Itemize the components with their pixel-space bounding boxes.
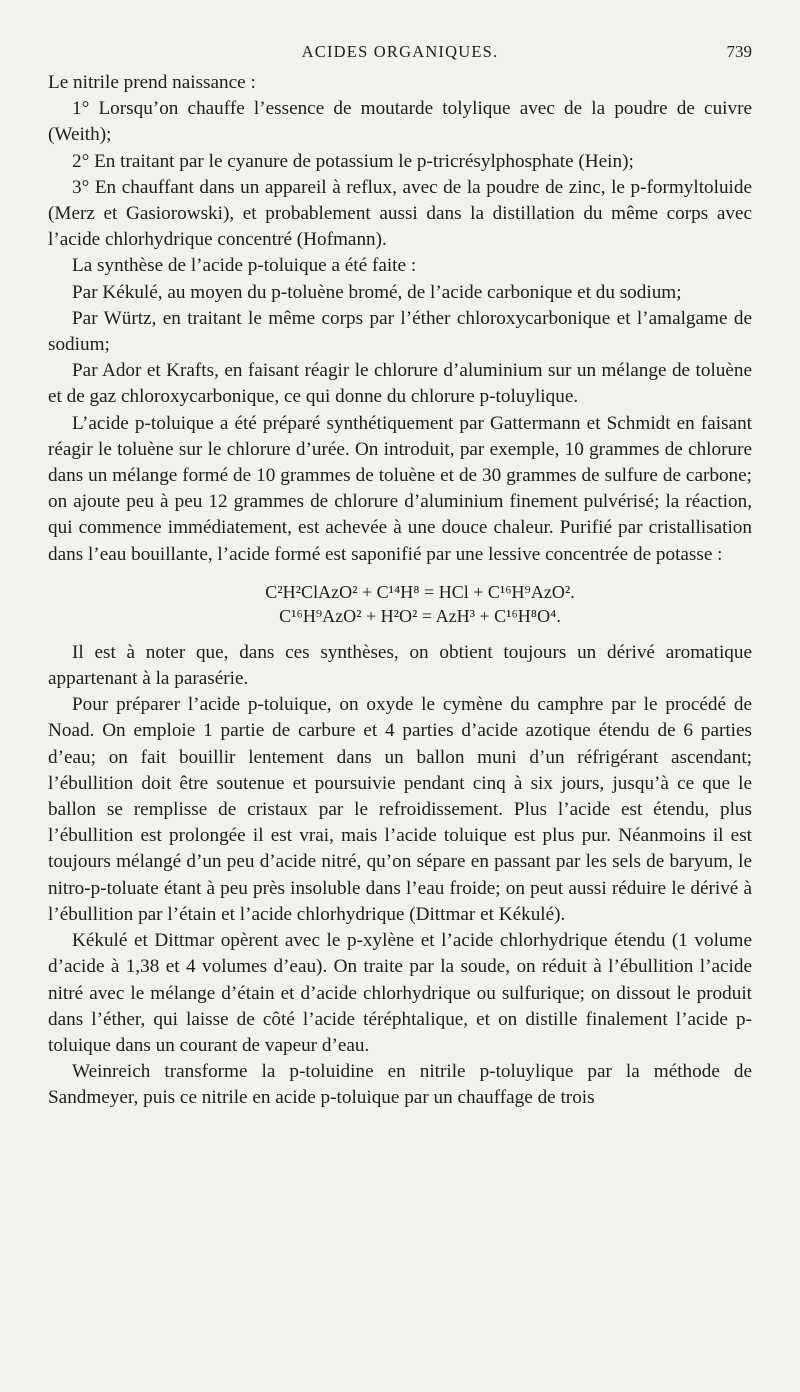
- running-head: ACIDES ORGANIQUES.: [301, 42, 499, 61]
- paragraph: Pour préparer l’acide p-toluique, on oxyde le cymène du camphre par le procédé de Noad. On emploie 1 partie de carbure et 4 parties d’acide azotique étendu de 6 parties d’eau; on fait bouillir lentement dans un ballon muni d’un réfrigérant ascendant; l’ébullition doit être soutenue et poursuivie pendant cinq à six jours, jusqu’à ce que le ballon se remplisse de cristaux par le refroidissement. Plus l’acide est étendu, plus l’ébullition est prolongée il est vrai, mais l’acide toluique est plus pur. Néanmoins il est toujours mélangé d’un peu d’acide nitré, qu’on sépare en passant par les sels de baryum, le nitro-p-toluate étant à peu près insoluble dans l’eau froide; on peut aussi réduire le dérivé à l’ébullition par l’étain et l’acide chlorhydrique (Dittmar et Kékulé).: [48, 694, 752, 925]
- paragraph: Par Ador et Krafts, en faisant réagir le chlorure d’aluminium sur un mélange de toluène et de gaz chloroxycarbonique, ce qui donne du chlorure p-toluylique.: [48, 360, 752, 408]
- equation-line: C¹⁶H⁹AzO² + H²O² = AzH³ + C¹⁶H⁸O⁴.: [279, 605, 561, 626]
- paragraph: Il est à noter que, dans ces synthèses, on obtient toujours un dérivé aromatique appartenant à la parasérie.: [48, 641, 752, 690]
- book-page: [48, 34, 752, 1112]
- paragraph: 2° En traitant par le cyanure de potassium le p-tricrésylphosphate (Hein);: [72, 150, 634, 172]
- paragraph: Par Kékulé, au moyen du p-toluène bromé, de l’acide carbonique et du sodium;: [72, 281, 682, 303]
- body-text: [48, 70, 752, 1112]
- paragraph: 1° Lorsqu’on chauffe l’essence de moutarde tolylique avec de la poudre de cuivre (Weith);: [48, 98, 752, 146]
- page-number: 739: [726, 42, 752, 61]
- paragraph: La synthèse de l’acide p-toluique a été faite :: [72, 255, 417, 277]
- page-header: [48, 34, 752, 70]
- paragraph: Par Würtz, en traitant le même corps par l’éther chloroxycarbonique et l’amalgame de sodium;: [48, 307, 752, 356]
- paragraph: Le nitrile prend naissance :: [48, 72, 256, 93]
- paragraph: L’acide p-toluique a été préparé synthétiquement par Gattermann et Schmidt en faisant réagir le toluène sur le chlorure d’urée. On introduit, par exemple, 10 grammes de chlorure dans un mélange formé de 10 grammes de toluène et de 30 grammes de sulfure de carbone; on ajoute peu à peu 12 grammes de chlorure d’aluminium finement pulvérisé; la réaction, qui commence immédiatement, est achevée à une douce chaleur. Purifié par cristallisation dans l’eau bouillante, l’acide formé est saponifié par une lessive concentrée de potasse :: [48, 412, 752, 565]
- paragraph: Kékulé et Dittmar opèrent avec le p-xylène et l’acide chlorhydrique étendu (1 volume d’acide à 1,38 et 4 volumes d’eau). On traite par la soude, on réduit à l’ébullition l’acide nitré avec le mélange d’étain et d’acide chlorhydrique ou sulfurique; on dissout le produit dans l’éther, qui laisse de côté l’acide téréphtalique, et on distille finalement l’acide p-toluique dans un courant de vapeur d’eau.: [48, 930, 752, 1056]
- chemical-equations: [88, 580, 752, 628]
- paragraph: 3° En chauffant dans un appareil à reflux, avec de la poudre de zinc, le p-formyltoluide (Merz et Gasiorowski), et probablement aussi dans la distillation du même corps avec l’acide chlorhydrique concentré (Hofmann).: [48, 176, 752, 251]
- paragraph: Weinreich transforme la p-toluidine en nitrile p-toluylique par la méthode de Sandmeyer, puis ce nitrile en acide p-toluique par un chauffage de trois: [48, 1061, 752, 1109]
- equation-line: C²H²ClAzO² + C¹⁴H⁸ = HCl + C¹⁶H⁹AzO².: [265, 581, 575, 602]
